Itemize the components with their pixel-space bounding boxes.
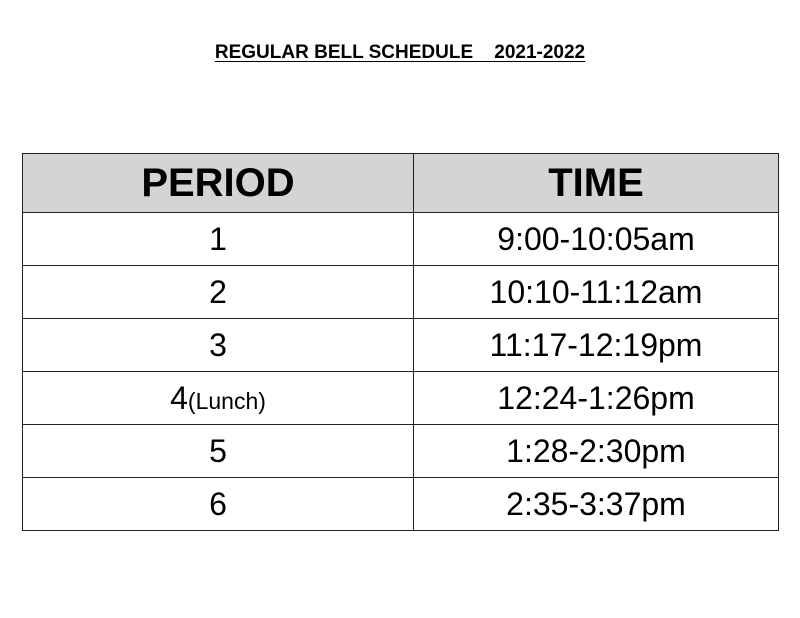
time-cell: 11:17-12:19pm	[414, 319, 779, 372]
period-number: 5	[209, 432, 227, 469]
table-row	[23, 372, 779, 425]
period-cell	[23, 478, 414, 531]
table-row	[23, 478, 779, 531]
time-cell: 9:00-10:05am	[414, 213, 779, 266]
table-row	[23, 266, 779, 319]
period-note: (Lunch)	[187, 387, 266, 414]
column-header-time: TIME	[414, 154, 779, 213]
table-row	[23, 425, 779, 478]
period-cell	[23, 266, 414, 319]
table-row	[23, 213, 779, 266]
column-header-period: PERIOD	[23, 154, 414, 213]
period-number: 4	[170, 379, 188, 416]
period-cell	[23, 425, 414, 478]
time-cell: 12:24-1:26pm	[414, 372, 779, 425]
time-cell: 1:28-2:30pm	[414, 425, 779, 478]
period-cell	[23, 213, 414, 266]
page-title-text: REGULAR BELL SCHEDULE 2021-2022	[214, 42, 586, 63]
page-title	[0, 42, 800, 64]
period-number: 6	[209, 485, 227, 522]
period-cell	[23, 372, 414, 425]
period-number: 3	[209, 326, 227, 363]
period-number: 1	[209, 220, 227, 257]
table-header-row	[23, 154, 779, 213]
time-cell: 2:35-3:37pm	[414, 478, 779, 531]
period-number: 2	[209, 273, 227, 310]
bell-schedule-table	[22, 153, 779, 531]
table-row	[23, 319, 779, 372]
period-cell	[23, 319, 414, 372]
time-cell: 10:10-11:12am	[414, 266, 779, 319]
